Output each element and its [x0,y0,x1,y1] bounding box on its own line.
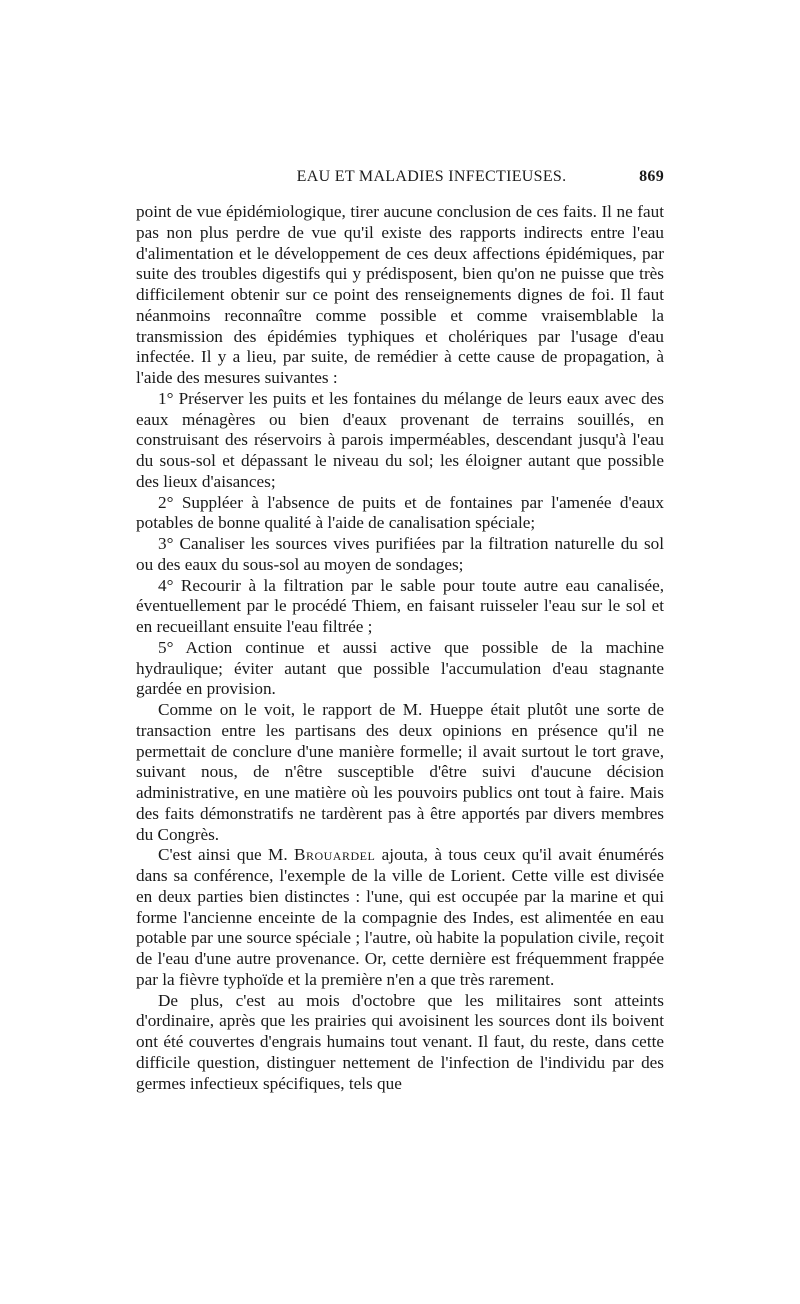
page-number: 869 [639,168,664,185]
measure-5: 5° Action continue et aussi active que possible de la machine hydraulique; éviter autant que possible l'accumulation d'eau stagnante gardée en provision. [136,637,664,699]
paragraph-lorient-after: ajouta, à tous ceux qu'il avait énumérés dans sa conférence, l'exemple de la ville de Lorient. Cette ville est divisée en deux parties bien distinctes : l'une, qui est occupée par la marine et qui forme l'ancienne enceinte de la compagnie des Indes, est alimentée en eau potable par une source spéciale ; l'autre, où habite la population civile, reçoit de l'eau d'une autre provenance. Or, cette dernière est fréquemment frappée par la fièvre typhoïde et la première n'en a que très rarement. [136,845,664,989]
paragraph-continued: point de vue épidémiologique, tirer aucune conclusion de ces faits. Il ne faut pas non plus perdre de vue qu'il existe des rapports indirects entre l'eau d'alimentation et le développement de ces deux affections épidémiques, par suite des troubles digestifs qui y prédisposent, bien qu'on ne puisse que très difficilement obtenir sur ce point des renseignements dignes de foi. Il faut néanmoins reconnaître comme possible et comme vraisemblable la transmission des épidémies typhiques et cholériques par l'usage d'eau infectée. Il y a lieu, par suite, de remédier à cette cause de propagation, à l'aide des mesures suivantes : [136,202,664,387]
measure-3: 3° Canaliser les sources vives purifiées par la filtration naturelle du sol ou des eaux du sous-sol au moyen de sondages; [136,534,664,574]
body-text [136,202,664,1094]
paragraph-hueppe-report: Comme on le voit, le rapport de M. Hueppe était plutôt une sorte de transaction entre les partisans des deux opinions en présence qu'il ne permettait de conclure d'une manière formelle; il avait surtout le tort grave, suivant nous, de n'être susceptible d'être suivi d'aucune décision administrative, en une matière où les pouvoirs publics ont tout à faire. Mais des faits démonstratifs ne tardèrent pas à être apportés par divers membres du Congrès. [136,700,664,844]
paragraph-lorient-example [136,845,664,990]
book-page [136,168,664,1094]
measure-4: 4° Recourir à la filtration par le sable pour toute autre eau canalisée, éventuellement par le procédé Thiem, en faisant ruisseler l'eau sur le sol et en recueillant ensuite l'eau filtrée ; [136,575,664,636]
running-title: EAU ET MALADIES INFECTIEUSES. [296,168,567,185]
measure-1: 1° Préserver les puits et les fontaines du mélange de leurs eaux avec des eaux ménagères ou bien d'eaux provenant de terrains souillés, en construisant des réservoirs à parois imperméables, descendant jusqu'à l'eau du sous-sol et dépassant le niveau du sol; les éloigner autant que possible des lieux d'aisances; [136,388,664,491]
paragraph-lorient-before: C'est ainsi que M. [158,845,294,865]
measure-2: 2° Suppléer à l'absence de puits et de fontaines par l'amenée d'eaux potables de bonne qualité à l'aide de canalisation spéciale; [136,492,664,533]
running-header [136,168,664,192]
paragraph-october: De plus, c'est au mois d'octobre que les militaires sont atteints d'ordinaire, après que les prairies qui avoisinent les sources dont ils boivent ont été couvertes d'engrais humains tout venant. Il faut, du reste, dans cette difficile question, distinguer nettement de l'infection de l'individu par des germes infectieux spécifiques, tels que [136,990,664,1093]
author-name-brouardel: Brouardel [294,845,376,865]
